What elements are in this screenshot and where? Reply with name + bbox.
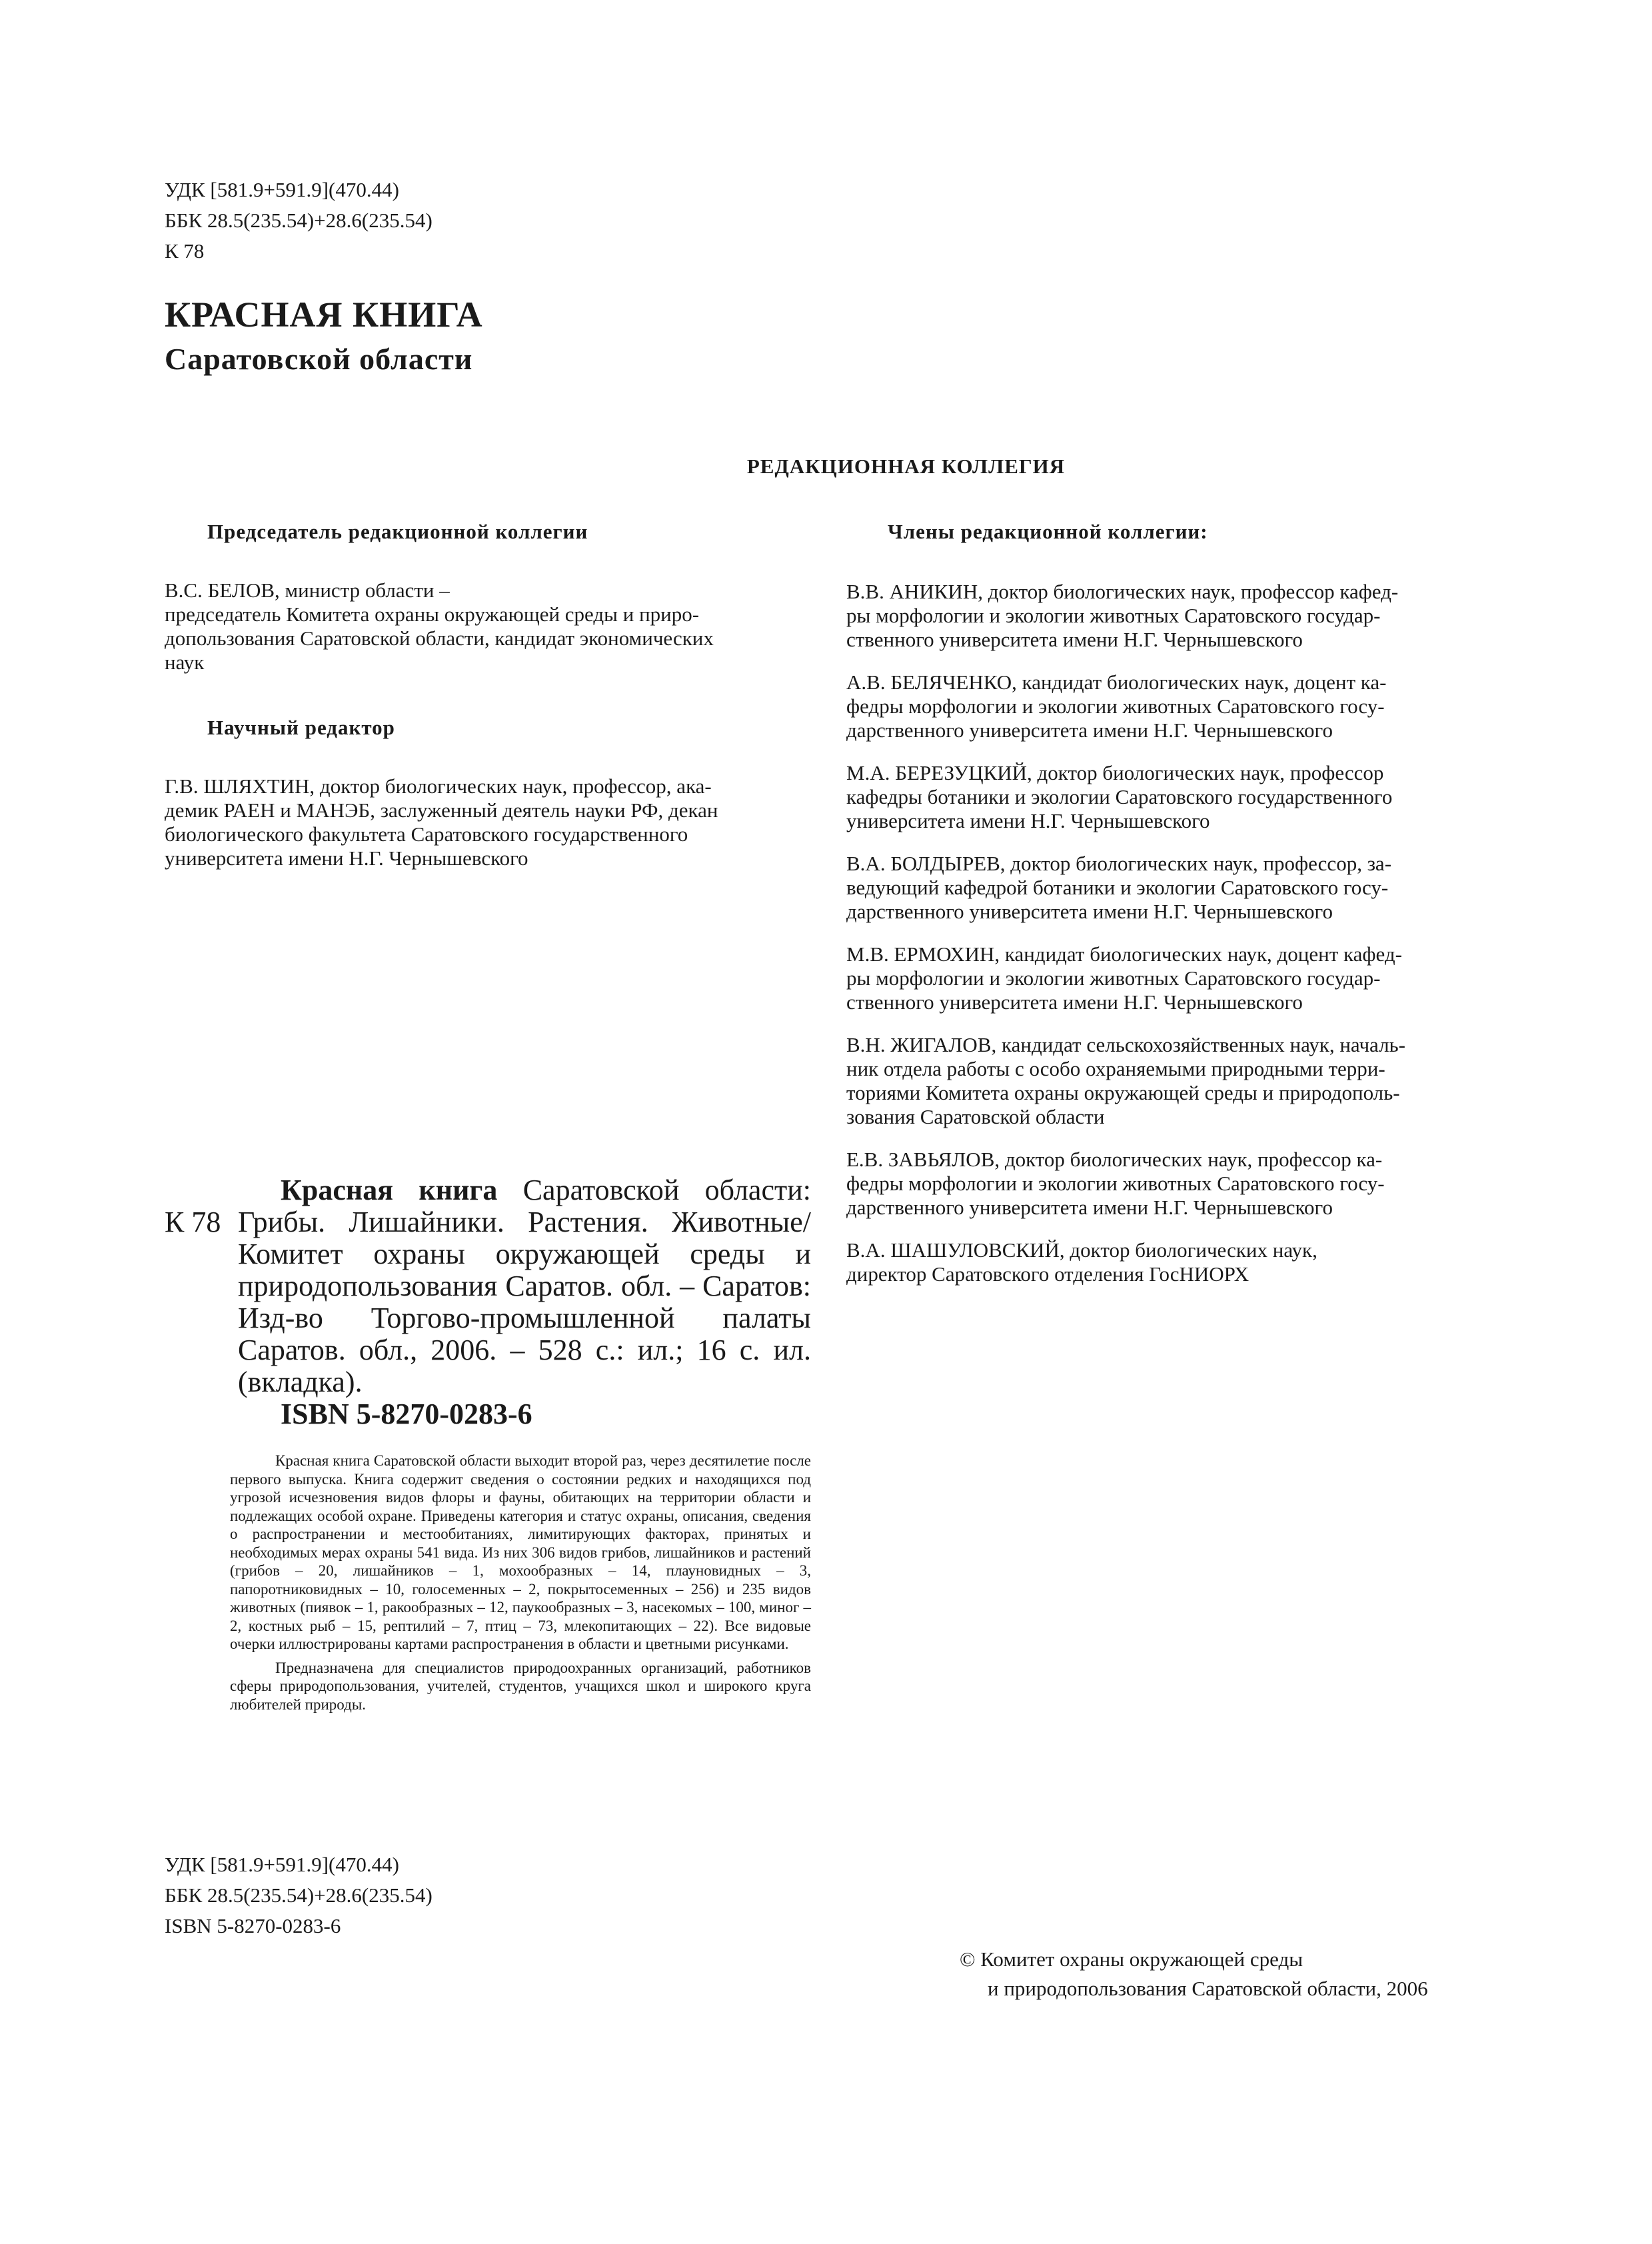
bottom-index [165, 1849, 432, 1941]
abstract-paragraph: Предназначена для специалистов природоохранных организаций, работников сферы природопользования, учителей, студентов, учащихся школ и широкого круга любителей природы. [230, 1659, 811, 1713]
right-column [846, 519, 1506, 1305]
list-item: Е.В. ЗАВЬЯЛОВ, доктор биологических наук, профессор ка- федры морфологии и экологии животных Саратовского госу- дарственного университета имени Н.Г. Чернышевского [846, 1148, 1385, 1219]
udk-code: УДК [581.9+591.9](470.44) [165, 1853, 399, 1876]
book-subtitle: Саратовской области [165, 342, 473, 376]
chair-heading: Председатель редакционной коллегии [207, 520, 588, 543]
list-item: В.Н. ЖИГАЛОВ, кандидат сельскохозяйственных наук, началь- ник отдела работы с особо охраняемыми природными терри- ториями Комитета охраны окружающей среды и природополь- зования Саратовской области [846, 1033, 1405, 1128]
members-list [846, 580, 1506, 1286]
abstract [230, 1452, 811, 1719]
chair-text: В.С. БЕЛОВ, министр области – председатель Комитета охраны окружающей среды и приро- допользования Саратовской области, кандидат экономических наук [165, 578, 714, 674]
copyright-line: © Комитет охраны окружающей среды [960, 1947, 1303, 1971]
editor-text: Г.В. ШЛЯХТИН, доктор биологических наук, профессор, ака- демик РАЕН и МАНЭБ, заслуженный деятель науки РФ, декан биологического факультета Саратовского государственного университета имени Н.Г. Чернышевского [165, 774, 718, 870]
list-item: М.А. БЕРЕЗУЦКИЙ, доктор биологических наук, профессор кафедры ботаники и экологии Саратовского государственного университета имени Н.Г. Чернышевского [846, 761, 1393, 832]
catalog-text: Саратовской области: Грибы. Лишайники. Растения. Животные/ Комитет охраны окружающей среды и природопользования Саратов. обл. – Саратов: Изд-во Торгово-промышленной палаты Саратов. обл., 2006. – 528 с.: ил.; 16 с. ил. (вкладка). [238, 1174, 811, 1398]
editor-heading: Научный редактор [207, 716, 395, 739]
top-index [165, 175, 432, 267]
udk-code: УДК [581.9+591.9](470.44) [165, 178, 399, 201]
bbk-code: ББК 28.5(235.54)+28.6(235.54) [165, 209, 432, 232]
catalog-code: К 78 [165, 1206, 221, 1238]
copyright [960, 1945, 1428, 2003]
catalog-title: Красная книга [281, 1174, 498, 1206]
editorial-board-heading: РЕДАКЦИОННАЯ КОЛЛЕГИЯ [746, 455, 1066, 478]
list-item: М.В. ЕРМОХИН, кандидат биологических наук, доцент кафед- ры морфологии и экологии животных Саратовского государ- ственного университета имени Н.Г. Чернышевского [846, 942, 1402, 1014]
abstract-paragraph: Красная книга Саратовской области выходит второй раз, через десятилетие после первого выпуска. Книга содержит сведения о состоянии редких и находящихся под угрозой исчезновения видов флоры и фауны, обитающих на территории области и подлежащих особой охране. Приведены категория и статус охраны, описания, сведения о распространении и местообитаниях, лимитирующих факторах, принятых и необходимых мерах охраны 541 вида. Из них 306 видов грибов, лишайников и растений (грибов – 20, лишайников – 1, мохообразных – 14, плауновидных – 3, папоротниковидных – 10, голосеменных – 2, покрытосеменных – 256) и 235 видов животных (пиявок – 1, ракообразных – 12, паукообразных – 3, насекомых – 100, миног – 2, костных рыб – 15, рептилий – 7, птиц – 73, млекопитающих – 22). Все видовые очерки иллюстрированы картами распространения в области и цветными рисунками. [230, 1452, 811, 1652]
list-item: В.А. БОЛДЫРЕВ, доктор биологических наук, профессор, за- ведующий кафедрой ботаники и экологии Саратовского госу- дарственного университета имени Н.Г. Чернышевского [846, 852, 1392, 923]
book-title: КРАСНАЯ КНИГА [165, 295, 483, 335]
copyright-line: и природопользования Саратовской области, 2006 [988, 1977, 1428, 2000]
list-item: В.В. АНИКИН, доктор биологических наук, профессор кафед- ры морфологии и экологии животных Саратовского государ- ственного университета имени Н.Г. Чернышевского [846, 580, 1399, 651]
catalog-isbn: ISBN 5-8270-0283-6 [281, 1398, 532, 1430]
list-item: А.В. БЕЛЯЧЕНКО, кандидат биологических наук, доцент ка- федры морфологии и экологии животных Саратовского госу- дарственного университета имени Н.Г. Чернышевского [846, 670, 1387, 742]
list-item: В.А. ШАШУЛОВСКИЙ, доктор биологических наук, директор Саратовского отделения ГосНИОРХ [846, 1238, 1317, 1286]
members-heading: Члены редакционной коллегии: [888, 520, 1208, 543]
catalog-card [165, 1174, 811, 1430]
bbk-code: ББК 28.5(235.54)+28.6(235.54) [165, 1883, 432, 1907]
isbn-code: ISBN 5-8270-0283-6 [165, 1914, 341, 1937]
author-mark: К 78 [165, 239, 205, 263]
left-column [165, 519, 811, 870]
book-title-block [165, 293, 483, 379]
catalog-description [238, 1174, 811, 1398]
